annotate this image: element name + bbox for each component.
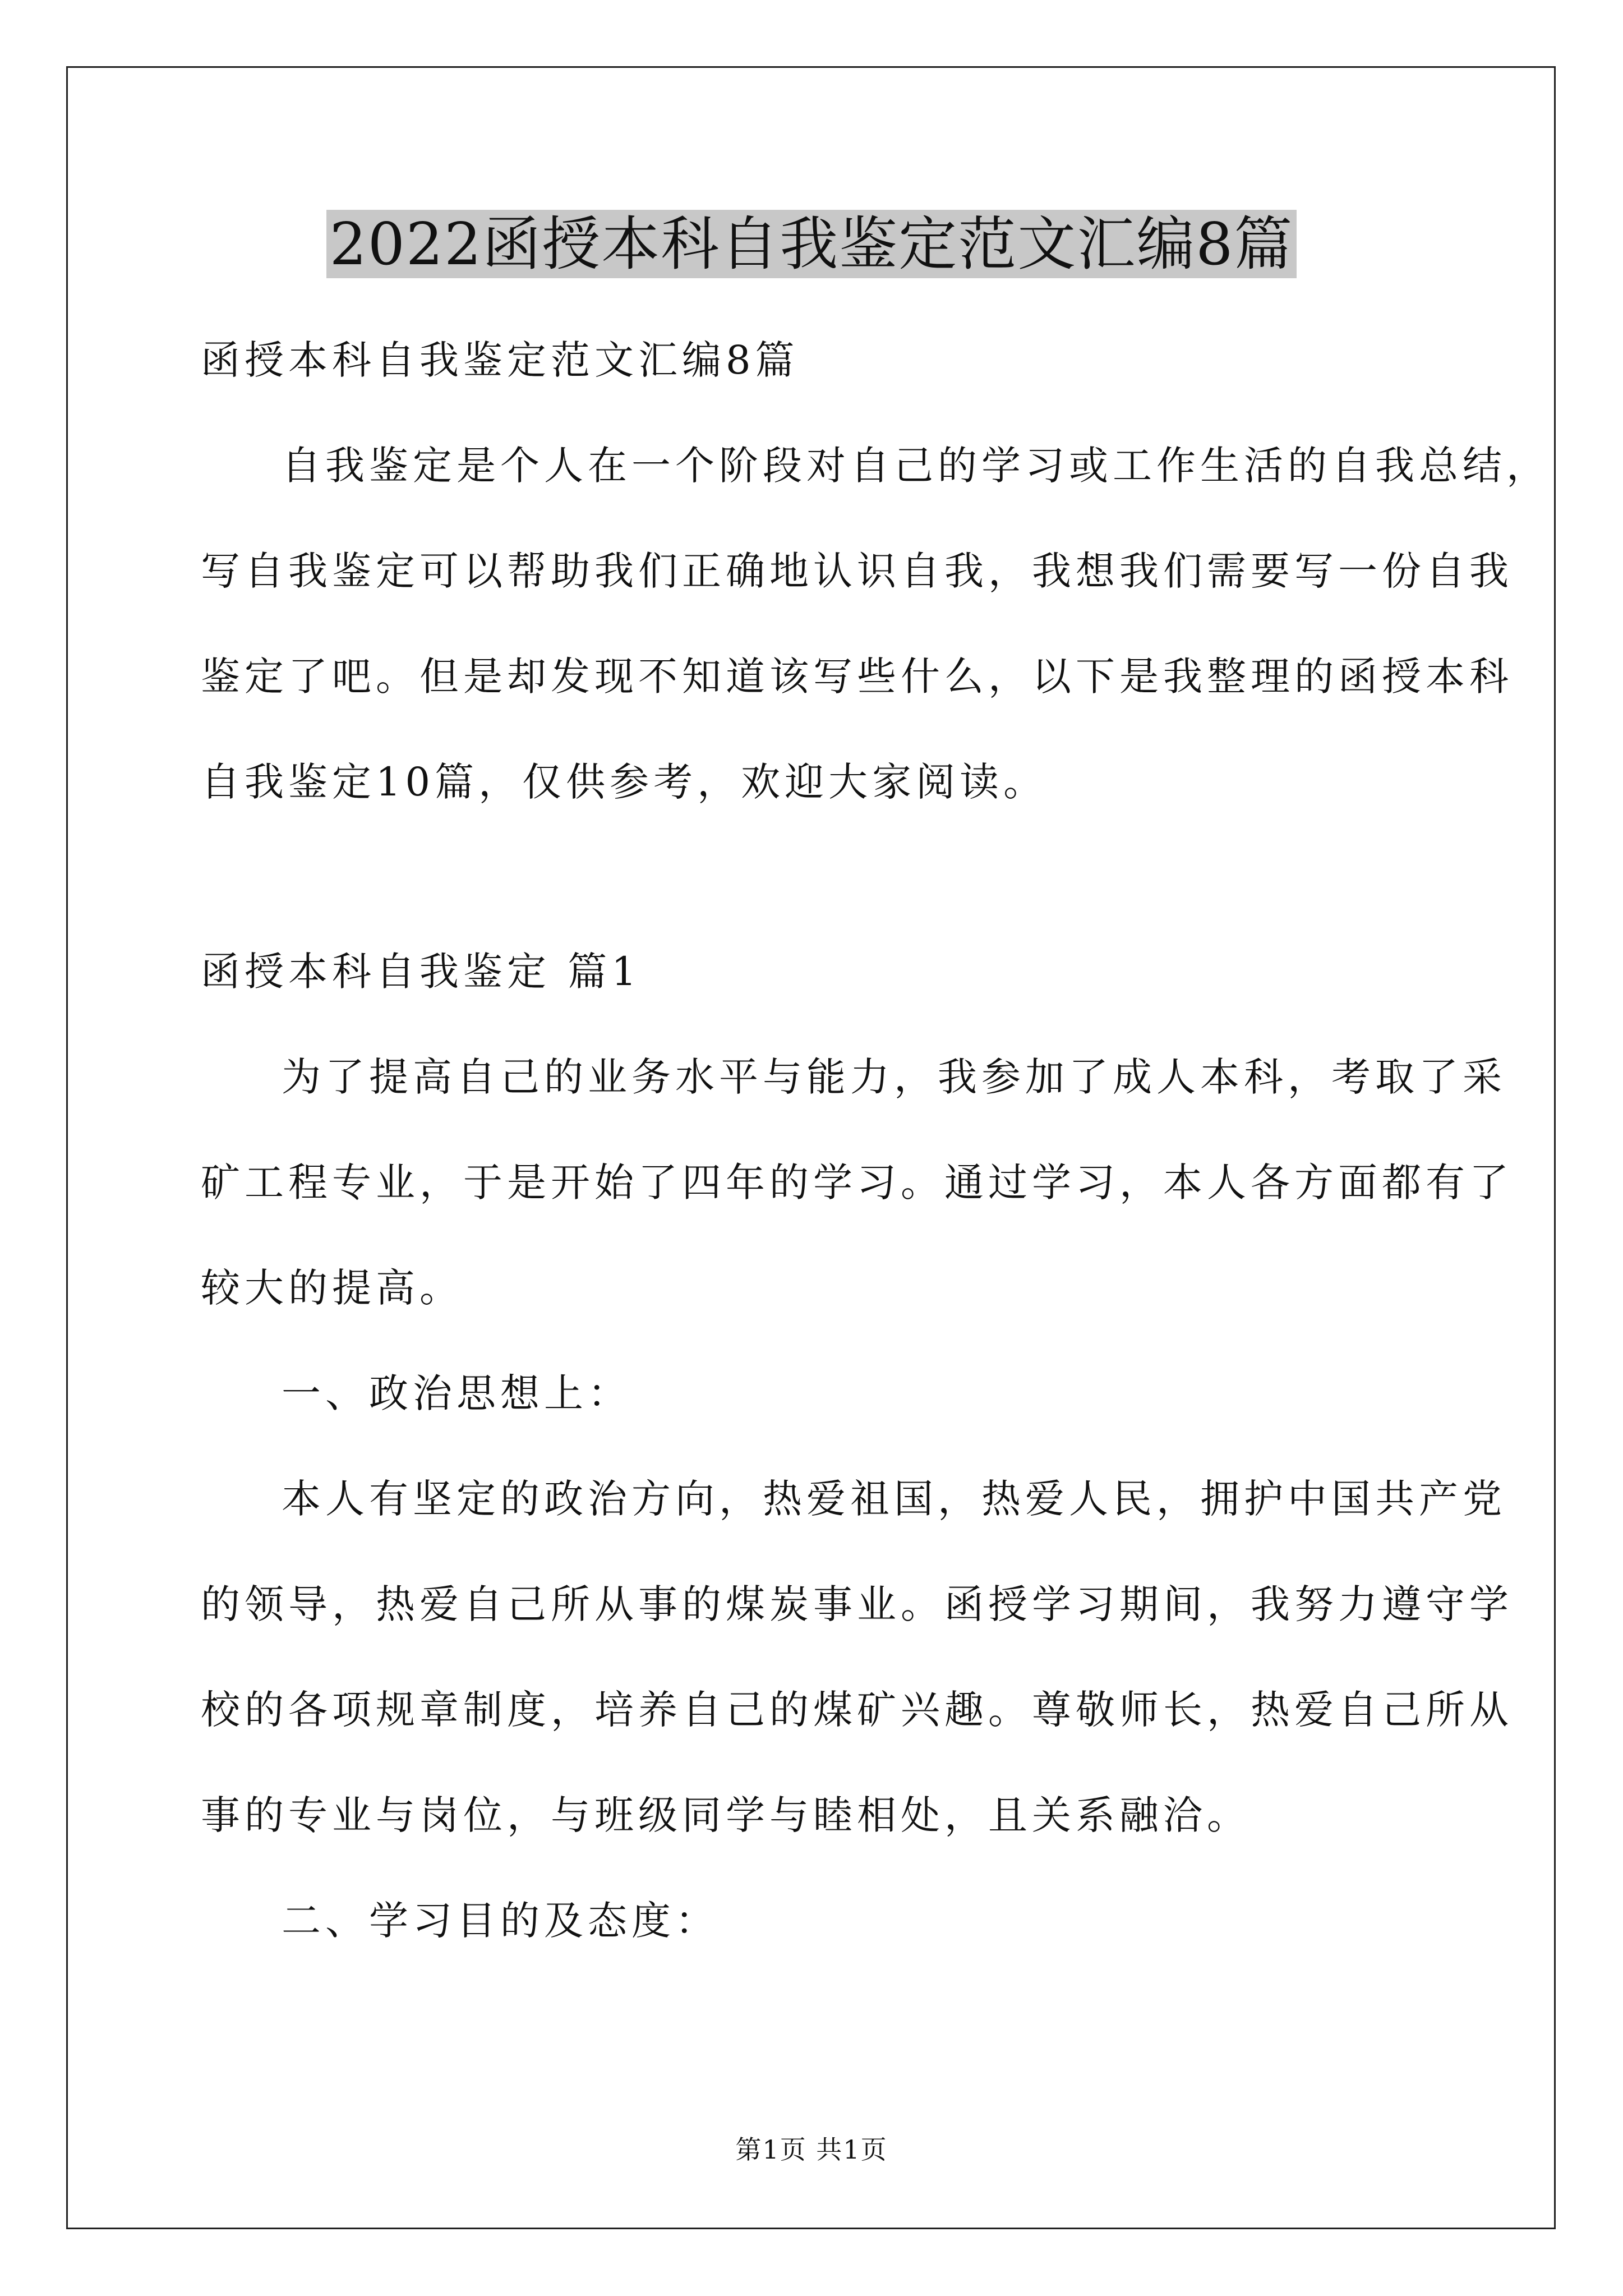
paragraph-line: 为了提高自己的业务水平与能力，我参加了成人本科，考取了采 <box>282 1054 1506 1100</box>
page-footer: 第1页 共1页 <box>735 2134 888 2165</box>
subheading-study: 二、学习目的及态度： <box>282 1898 719 1944</box>
paragraph-line: 的领导，热爱自己所从事的煤炭事业。函授学习期间，我努力遵守学 <box>201 1581 1513 1627</box>
intro-line: 自我鉴定10篇，仅供参考，欢迎大家阅读。 <box>201 759 1048 805</box>
paragraph-line: 校的各项规章制度，培养自己的煤矿兴趣。尊敬师长，热爱自己所从 <box>201 1687 1513 1733</box>
intro-paragraph <box>201 413 1550 835</box>
intro-line: 鉴定了吧。但是却发现不知道该写些什么，以下是我整理的函授本科 <box>201 654 1513 700</box>
paragraph-line: 矿工程专业，于是开始了四年的学习。通过学习，本人各方面都有了 <box>201 1159 1513 1205</box>
document-title <box>0 202 1623 286</box>
paragraph-line: 本人有坚定的政治方向，热爱祖国，热爱人民，拥护中国共产党 <box>282 1476 1506 1522</box>
paragraph-line: 较大的提高。 <box>201 1265 463 1311</box>
document-subtitle: 函授本科自我鉴定范文汇编8篇 <box>201 337 799 383</box>
political-paragraph <box>201 1446 1513 1868</box>
document-body <box>201 307 1550 1973</box>
subheading-political: 一、政治思想上： <box>282 1370 631 1416</box>
paragraph-line: 事的专业与岗位，与班级同学与睦相处，且关系融洽。 <box>201 1792 1251 1838</box>
section-paragraph <box>201 1024 1513 1341</box>
document-title-text: 2022函授本科自我鉴定范文汇编8篇 <box>326 210 1297 278</box>
intro-line: 自我鉴定是个人在一个阶段对自己的学习或工作生活的自我总结， <box>282 443 1550 489</box>
section-heading: 函授本科自我鉴定 篇1 <box>201 949 641 995</box>
intro-line: 写自我鉴定可以帮助我们正确地认识自我，我想我们需要写一份自我 <box>201 548 1513 594</box>
